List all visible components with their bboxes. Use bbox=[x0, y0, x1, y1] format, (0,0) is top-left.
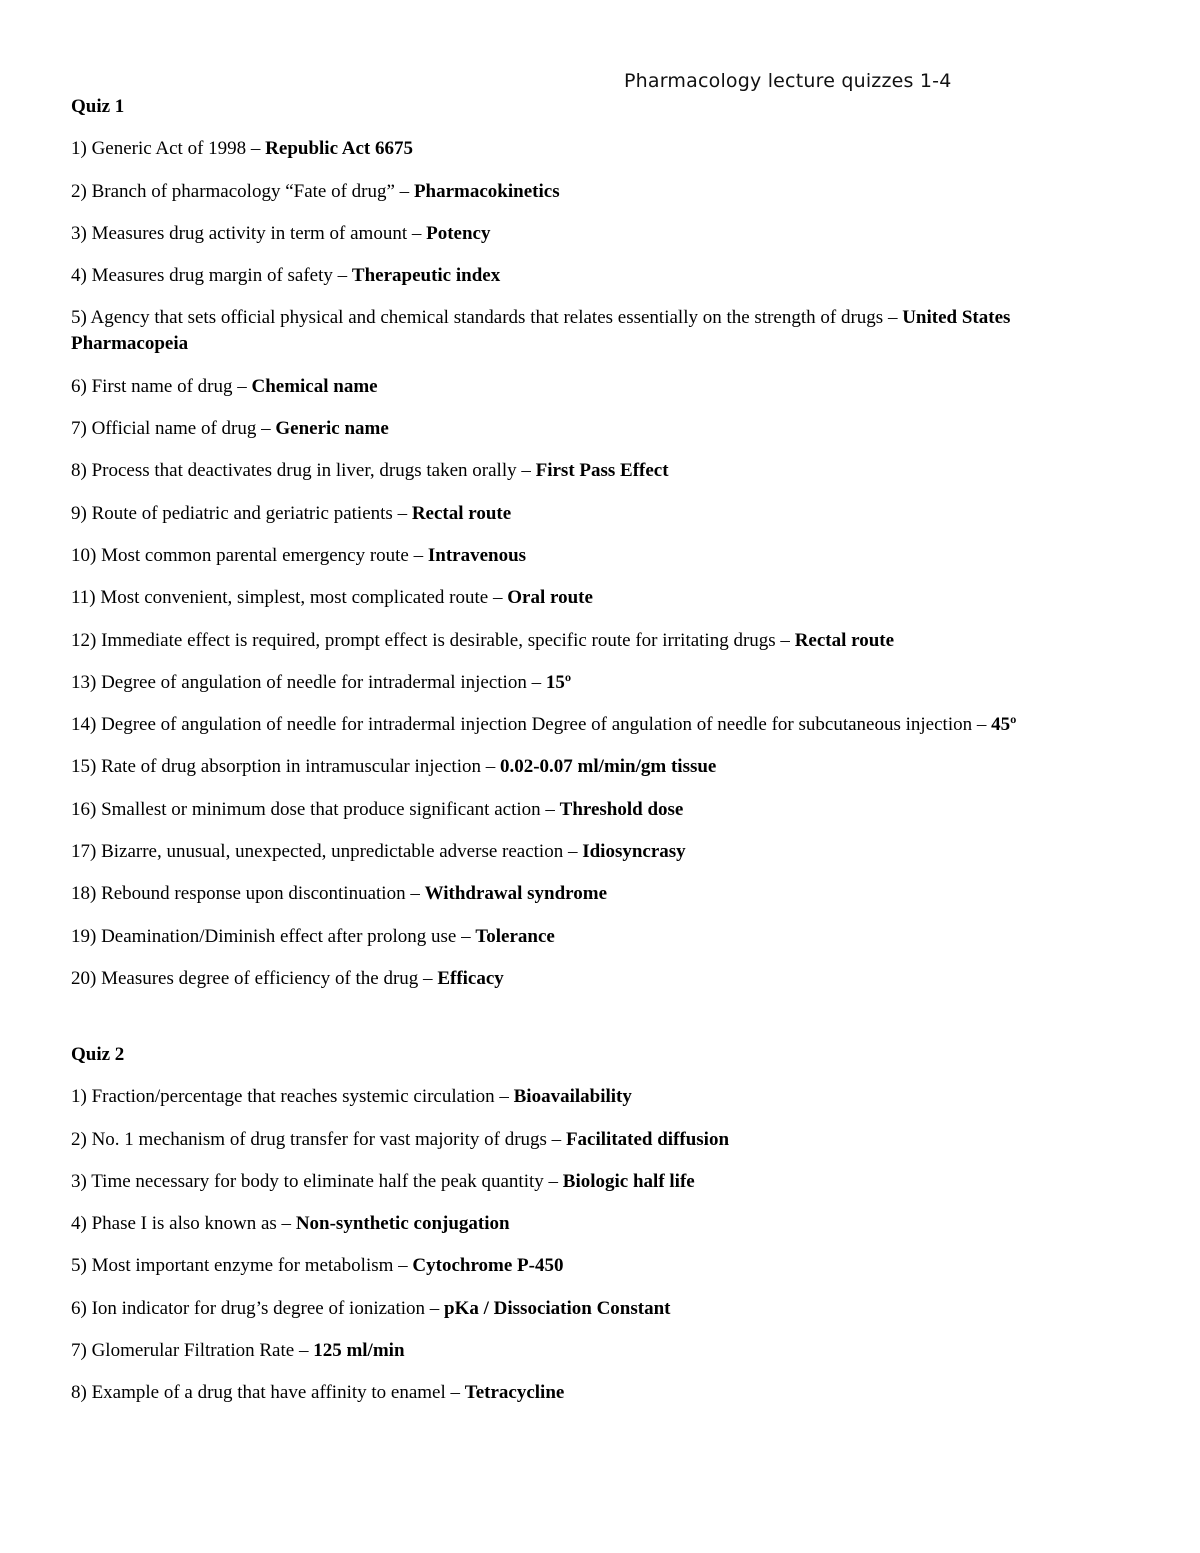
answer-text: 0.02-0.07 ml/min/gm tissue bbox=[499, 756, 717, 778]
answer-text: 15º bbox=[545, 671, 572, 693]
question-item bbox=[71, 585, 1131, 611]
answer-text: United States Pharmacopeia bbox=[71, 307, 1011, 355]
question-item bbox=[71, 924, 1131, 950]
question-item bbox=[71, 1296, 1131, 1322]
answer-text: Republic Act 6675 bbox=[265, 138, 413, 160]
question-text: 4) Phase I is also known as – bbox=[71, 1213, 296, 1235]
question-item bbox=[71, 712, 1131, 738]
question-item bbox=[71, 797, 1131, 823]
quiz-title: Quiz 1 bbox=[71, 96, 125, 117]
answer-text: Pharmacokinetics bbox=[413, 180, 560, 202]
answer-text: Cytochrome P-450 bbox=[412, 1255, 564, 1277]
answer-text: Tolerance bbox=[475, 925, 555, 947]
answer-text: Biologic half life bbox=[562, 1170, 695, 1192]
question-text: 10) Most common parental emergency route – bbox=[71, 544, 428, 566]
question-item bbox=[71, 966, 1131, 992]
question-item bbox=[71, 1338, 1131, 1364]
question-text: 19) Deamination/Diminish effect after prolong use – bbox=[71, 925, 476, 947]
question-item bbox=[71, 374, 1131, 400]
question-text: 7) Glomerular Filtration Rate – bbox=[71, 1340, 314, 1362]
question-item bbox=[71, 501, 1131, 527]
question-item bbox=[71, 136, 1131, 162]
question-item bbox=[71, 1380, 1131, 1406]
question-item bbox=[71, 305, 1131, 357]
answer-text: Bioavailability bbox=[513, 1086, 632, 1108]
question-text: 15) Rate of drug absorption in intramuscular injection – bbox=[71, 756, 500, 778]
answer-text: Rectal route bbox=[411, 502, 512, 524]
question-item bbox=[71, 881, 1131, 907]
quiz-section bbox=[71, 1042, 1131, 1406]
answer-text: Oral route bbox=[507, 587, 593, 609]
question-text: 5) Most important enzyme for metabolism – bbox=[71, 1255, 413, 1277]
document-body bbox=[71, 94, 1131, 1423]
question-text: 14) Degree of angulation of needle for intradermal injection Degree of angulation of needle for subcutaneous injection – bbox=[71, 714, 992, 736]
quiz-section bbox=[71, 94, 1131, 992]
question-text: 1) Generic Act of 1998 – bbox=[71, 138, 266, 160]
answer-text: Potency bbox=[426, 222, 491, 244]
answer-text: Idiosyncrasy bbox=[582, 841, 686, 863]
question-item bbox=[71, 543, 1131, 569]
question-text: 6) First name of drug – bbox=[71, 375, 252, 397]
answer-text: Threshold dose bbox=[559, 798, 684, 820]
answer-text: Facilitated diffusion bbox=[565, 1128, 730, 1150]
question-text: 12) Immediate effect is required, prompt effect is desirable, specific route for irritating drugs – bbox=[71, 629, 795, 651]
question-text: 1) Fraction/percentage that reaches systemic circulation – bbox=[71, 1086, 514, 1108]
question-item bbox=[71, 179, 1131, 205]
question-item bbox=[71, 263, 1131, 289]
question-item bbox=[71, 839, 1131, 865]
question-text: 18) Rebound response upon discontinuation – bbox=[71, 883, 425, 905]
question-item bbox=[71, 416, 1131, 442]
page-header: Pharmacology lecture quizzes 1-4 bbox=[624, 70, 952, 92]
answer-text: First Pass Effect bbox=[535, 460, 669, 482]
question-text: 3) Time necessary for body to eliminate half the peak quantity – bbox=[71, 1170, 563, 1192]
answer-text: Chemical name bbox=[251, 375, 378, 397]
answer-text: Rectal route bbox=[794, 629, 895, 651]
question-item bbox=[71, 670, 1131, 696]
question-item bbox=[71, 221, 1131, 247]
question-item bbox=[71, 1127, 1131, 1153]
answer-text: pKa / Dissociation Constant bbox=[444, 1297, 671, 1319]
question-text: 8) Process that deactivates drug in liver, drugs taken orally – bbox=[71, 460, 536, 482]
question-text: 16) Smallest or minimum dose that produce significant action – bbox=[71, 798, 560, 820]
question-item bbox=[71, 458, 1131, 484]
answer-text: Non-synthetic conjugation bbox=[295, 1213, 510, 1235]
question-text: 3) Measures drug activity in term of amount – bbox=[71, 222, 427, 244]
question-text: 6) Ion indicator for drug’s degree of ionization – bbox=[71, 1297, 445, 1319]
question-text: 2) Branch of pharmacology “Fate of drug” – bbox=[71, 180, 414, 202]
question-text: 2) No. 1 mechanism of drug transfer for vast majority of drugs – bbox=[71, 1128, 566, 1150]
question-text: 4) Measures drug margin of safety – bbox=[71, 265, 352, 287]
question-text: 13) Degree of angulation of needle for intradermal injection – bbox=[71, 671, 546, 693]
question-text: 5) Agency that sets official physical and chemical standards that relates essentially on the strength of drugs – bbox=[71, 307, 903, 329]
answer-text: 125 ml/min bbox=[313, 1340, 405, 1362]
question-text: 7) Official name of drug – bbox=[71, 418, 276, 440]
answer-text: Generic name bbox=[275, 418, 389, 440]
question-text: 17) Bizarre, unusual, unexpected, unpredictable adverse reaction – bbox=[71, 841, 583, 863]
question-text: 8) Example of a drug that have affinity to enamel – bbox=[71, 1382, 465, 1404]
question-item bbox=[71, 1084, 1131, 1110]
answer-text: Efficacy bbox=[437, 967, 504, 989]
answer-text: Therapeutic index bbox=[351, 265, 501, 287]
question-item bbox=[71, 628, 1131, 654]
quiz-title: Quiz 2 bbox=[71, 1043, 125, 1065]
question-item bbox=[71, 1169, 1131, 1195]
answer-text: Withdrawal syndrome bbox=[424, 883, 608, 905]
answer-text: Intravenous bbox=[427, 544, 527, 566]
question-item bbox=[71, 1253, 1131, 1279]
question-text: 20) Measures degree of efficiency of the drug – bbox=[71, 967, 438, 989]
question-text: 9) Route of pediatric and geriatric patients – bbox=[71, 502, 412, 524]
question-item bbox=[71, 754, 1131, 780]
answer-text: 45º bbox=[991, 714, 1017, 736]
question-item bbox=[71, 1211, 1131, 1237]
answer-text: Tetracycline bbox=[464, 1382, 565, 1404]
question-text: 11) Most convenient, simplest, most complicated route – bbox=[71, 587, 508, 609]
